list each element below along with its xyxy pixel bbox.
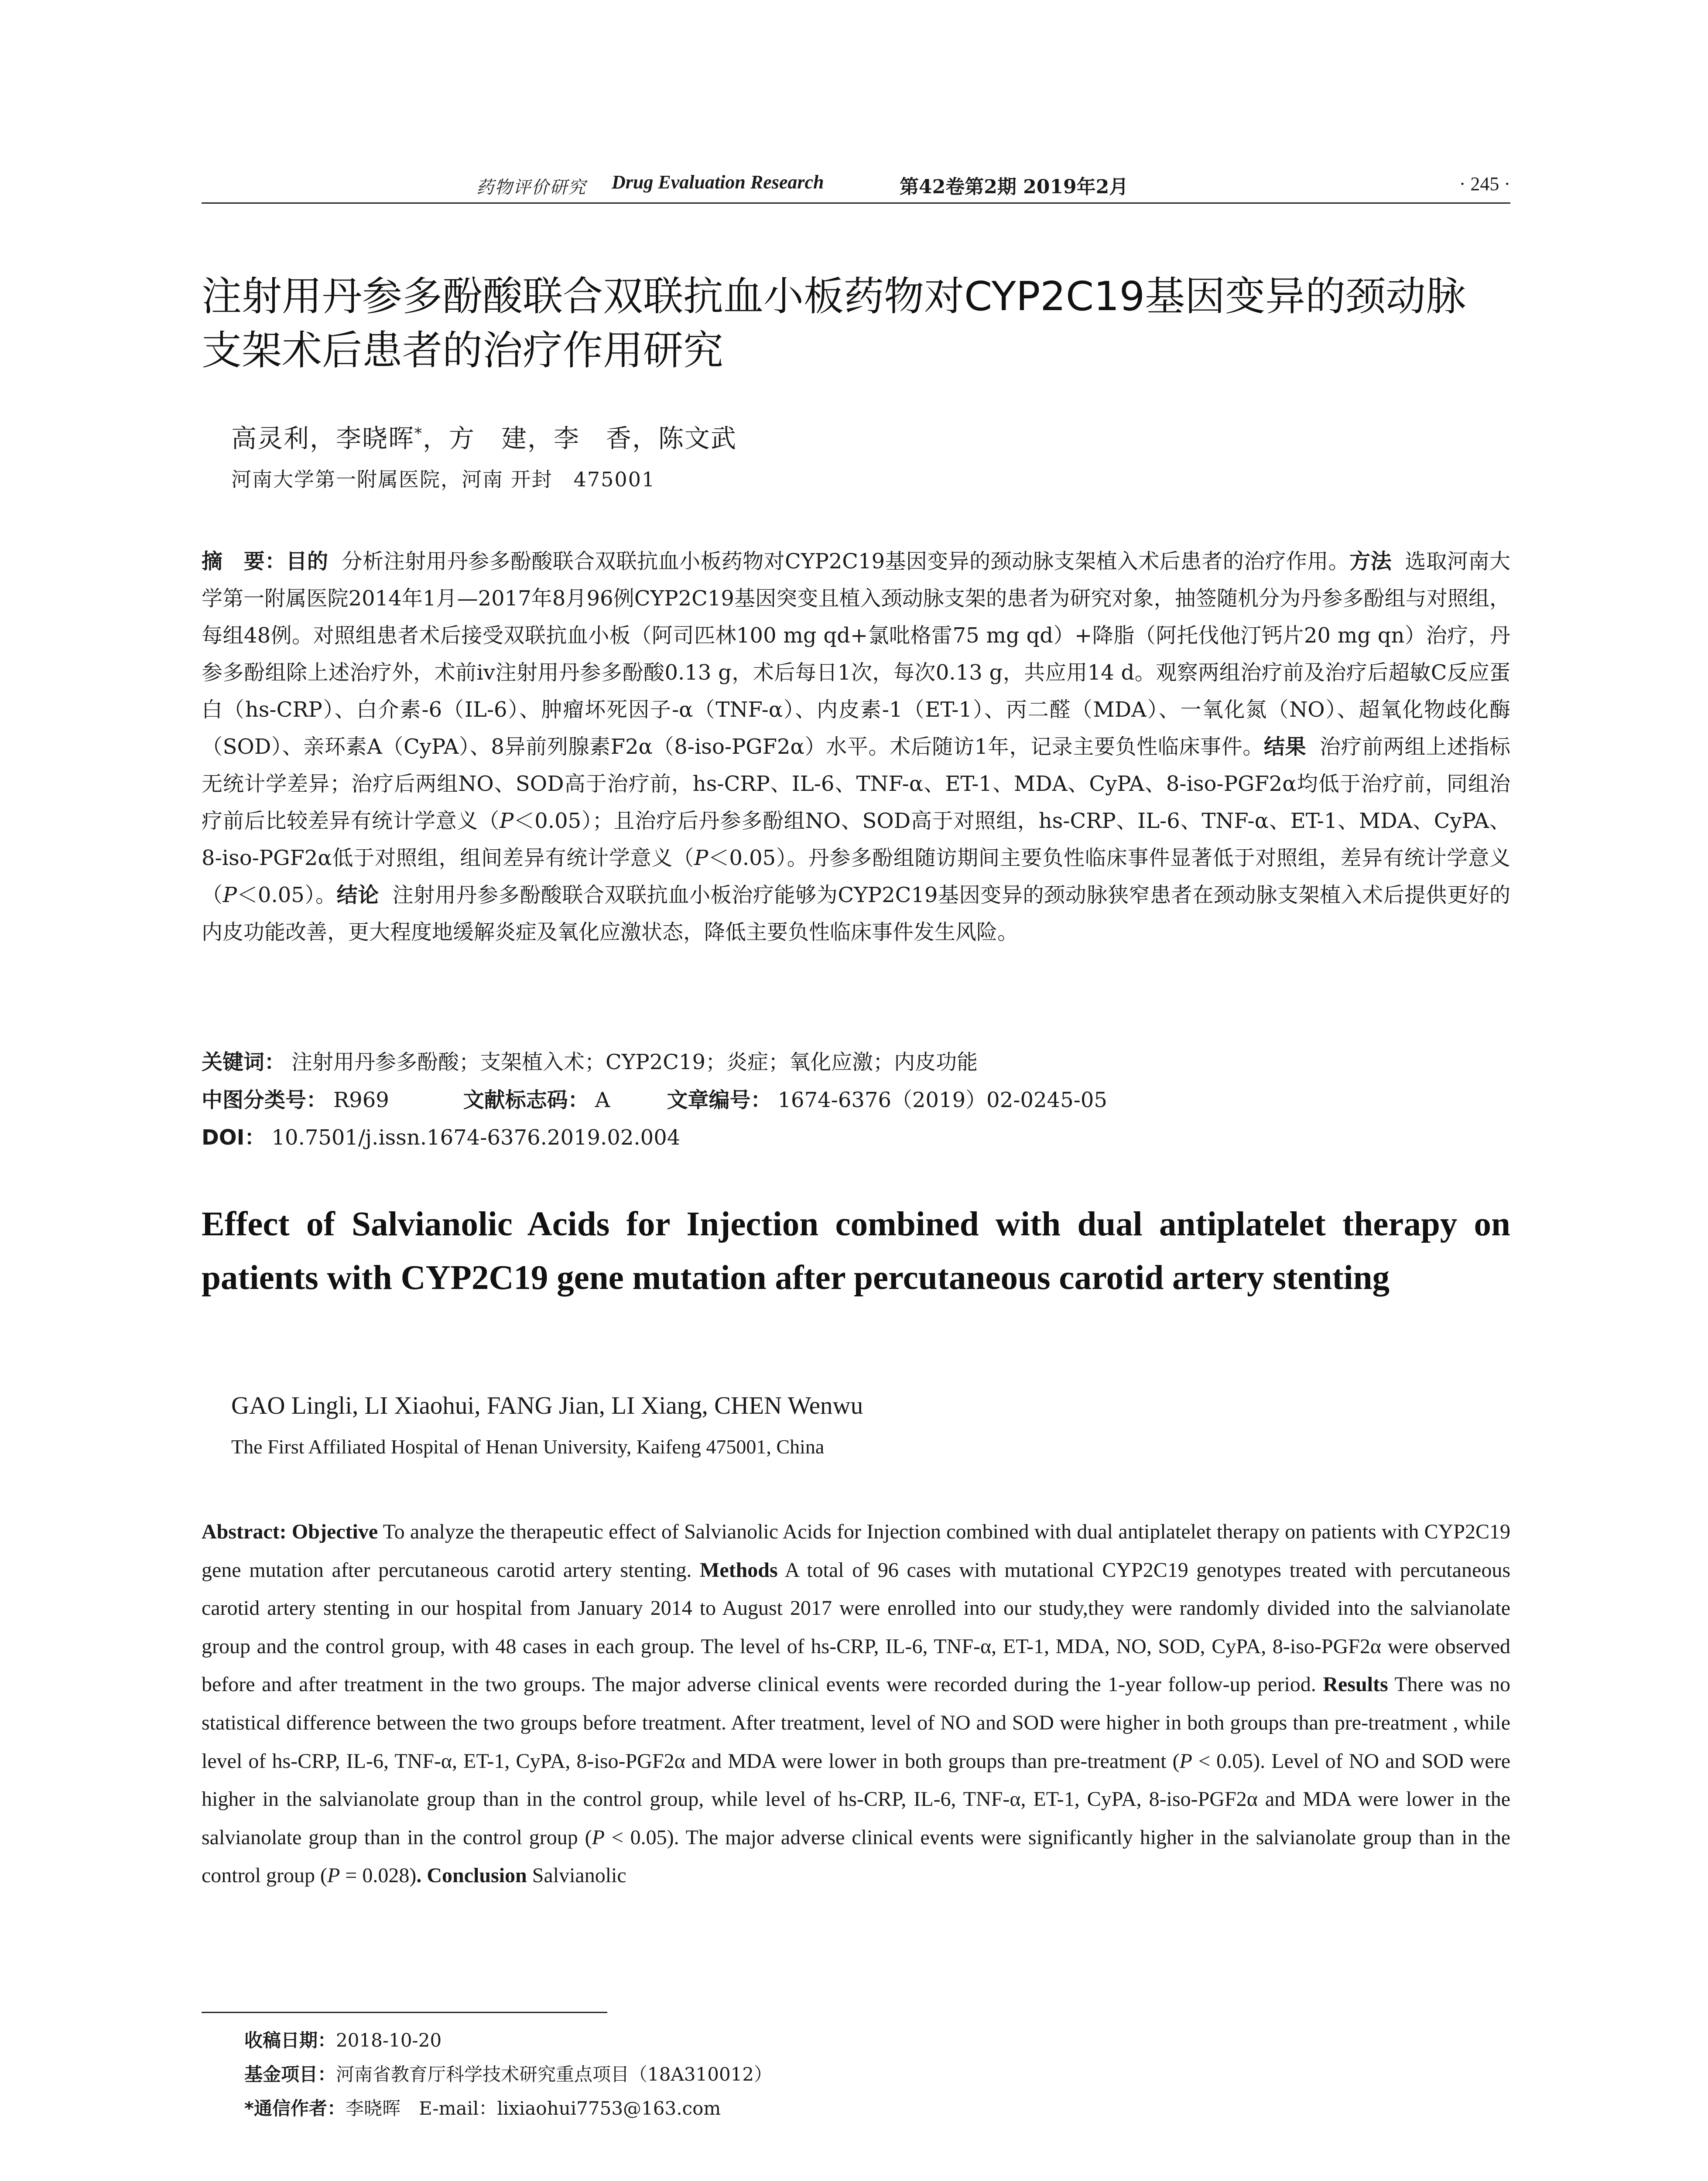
english-abstract — [202, 1513, 1510, 1895]
p-value-symbol: P — [694, 846, 709, 870]
corresponding-text: 李晓晖 E-mail：lixiaohui7753@163.com — [345, 2098, 721, 2119]
english-methods-label: Methods — [700, 1558, 778, 1582]
article-number-label: 文章编号： — [667, 1088, 772, 1112]
corresponding-mark: * — [414, 424, 423, 442]
chinese-objective-label: 目的 — [286, 549, 329, 574]
chinese-keywords — [202, 1049, 978, 1075]
english-results-label: Results — [1323, 1673, 1388, 1696]
corresponding-label: *通信作者： — [244, 2098, 346, 2119]
received-label: 收稿日期： — [244, 2030, 336, 2051]
doi-value: 10.7501/j.issn.1674-6376.2019.02.004 — [271, 1125, 681, 1150]
journal-name: Drug Evaluation Research — [612, 171, 824, 193]
footnote-divider — [202, 2012, 607, 2013]
fund-text: 河南省教育厅科学技术研究重点项目（18A310012） — [336, 2064, 773, 2085]
chinese-methods-text: 选取河南大学第一附属医院2014年1月—2017年8月96例CYP2C19基因突变且植入颈动脉支架的患者为研究对象，抽签随机分为丹参多酚组与对照组，每组48例。对照组患者术后接受双联抗血小板（阿司匹林100 mg qd+氯吡格雷75 mg qd）+降脂（阿托伐他汀钙片20 mg qn）治疗，丹参多酚组除上述治疗外，术前iv注射用丹参多酚酸0.13 g，术后每日1次，每次0.13 g，共应用14 d。观察两组治疗前及治疗后超敏C反应蛋白（hs-CRP）、白介素-6（IL-6）、肿瘤坏死因子-α（TNF-α）、内皮素-1（ET-1）、丙二醛（MDA）、一氧化氮（NO）、超氧化物歧化酶（SOD）、亲环素A（CyPA）、8异前列腺素F2α（8-iso-PGF2α）水平。术后随访1年，记录主要负性临床事件。 — [202, 549, 1510, 759]
english-period: . — [416, 1864, 422, 1887]
english-objective-text: To analyze the therapeutic effect of Salvianolic Acids for Injection combined with dual antiplatelet therapy on patients with CYP2C19 gene mutation after percutaneous carotid artery stenting. — [202, 1520, 1511, 1582]
page-number: · 245 · — [1459, 173, 1510, 195]
journal-issue: 第42卷第2期 2019年2月 — [900, 176, 1129, 198]
keywords-label: 关键词： — [202, 1050, 286, 1074]
english-results-text-1: There was no statistical difference between the two groups before treatment. After treatment, level of NO and SOD were higher in both groups than pre-treatment , while level of hs-CRP, IL-6, TNF-α, ET-1, CyPA, 8-iso-PGF2α and MDA were lower in both groups than pre-treatment ( — [202, 1673, 1510, 1773]
footnote-fund — [244, 2062, 772, 2087]
keywords-text: 注射用丹参多酚酸；支架植入术；CYP2C19；炎症；氧化应激；内皮功能 — [291, 1050, 978, 1074]
chinese-conclusion-text: 注射用丹参多酚酸联合双联抗血小板治疗能够为CYP2C19基因变异的颈动脉狭窄患者在颈动脉支架植入术后提供更好的内皮功能改善，更大程度地缓解炎症及氧化应激状态，降低主要负性临床事件发生风险。 — [202, 883, 1510, 944]
english-methods-text: A total of 96 cases with mutational CYP2C19 genotypes treated with percutaneous carotid artery stenting in our hospital from January 2014 to August 2017 were enrolled into our study,they were randomly divided into the salvianolate group and the control group, with 48 cases in each group. The level of hs-CRP, IL-6, TNF-α, ET-1, MDA, NO, SOD, CyPA, 8-iso-PGF2α were observed before and after treatment in the two groups. The major adverse clinical events were recorded during the 1-year follow-up period. — [202, 1558, 1511, 1696]
p-value-symbol: P — [222, 883, 237, 907]
chinese-results-label: 结果 — [1264, 735, 1307, 759]
doc-code-value: A — [595, 1088, 610, 1112]
chinese-methods-label: 方法 — [1349, 549, 1392, 574]
english-results-text-2: < 0.05). Level of NO and SOD were higher in the salvianolate group than in the control group, while level of hs-CRP, IL-6, TNF-α, ET-1, CyPA, 8-iso-PGF2α and MDA were lower in the salvianolate group than in the control group ( — [202, 1749, 1510, 1849]
chinese-title-line-1: 注射用丹参多酚酸联合双联抗血小板药物对CYP2C19基因变异的颈动脉 — [202, 273, 1466, 320]
class-value: R969 — [333, 1088, 389, 1112]
doc-code-label: 文献标志码： — [463, 1088, 589, 1112]
english-conclusion-text: Salvianolic — [527, 1864, 626, 1887]
article-number-value: 1674-6376（2019）02-0245-05 — [777, 1088, 1107, 1112]
english-results-text-3: < 0.05). The major adverse clinical events were significantly higher in the salvianolate group than in the control group ( — [202, 1825, 1510, 1887]
p-value-symbol: P — [500, 809, 514, 833]
footnote-received — [244, 2028, 442, 2053]
chinese-title — [202, 270, 1510, 378]
doi-label: DOI： — [202, 1125, 266, 1150]
english-abstract-label: Abstract: — [202, 1520, 287, 1543]
english-results-text-4: = 0.028) — [340, 1864, 417, 1887]
class-label: 中图分类号： — [202, 1088, 328, 1112]
doi-line — [202, 1125, 680, 1151]
chinese-authors-rest: ，方 建，李 香，陈文武 — [423, 424, 737, 453]
chinese-authors-first: 高灵利，李晓晖 — [231, 424, 415, 453]
running-header — [202, 171, 1510, 204]
chinese-results-text-1: 治疗前两组上述指标无统计学差异；治疗后两组NO、SOD高于治疗前，hs-CRP、IL-6、TNF-α、ET-1、MDA、CyPA、8-iso-PGF2α均低于治疗前，同组治疗前后比较差异有统计学意义（ — [202, 735, 1510, 833]
chinese-title-line-2: 支架术后患者的治疗作用研究 — [202, 327, 724, 374]
chinese-authors — [231, 418, 737, 455]
chinese-abstract — [202, 543, 1510, 951]
p-value-symbol: P — [592, 1825, 605, 1849]
chinese-conclusion-label: 结论 — [336, 883, 379, 907]
english-objective-label: Objective — [291, 1520, 378, 1543]
p-value-symbol: P — [327, 1864, 340, 1887]
classification-line — [202, 1087, 1107, 1113]
journal-logo: 药物评价研究 — [476, 178, 586, 198]
english-affiliation: The First Affiliated Hospital of Henan University, Kaifeng 475001, China — [231, 1436, 825, 1458]
chinese-affiliation: 河南大学第一附属医院，河南 开封 475001 — [231, 468, 656, 491]
p-value-symbol: P — [1179, 1749, 1192, 1773]
english-title: Effect of Salvianolic Acids for Injection combined with dual antiplatelet therapy on patients with CYP2C19 gene mutation after percutaneous carotid artery stenting — [202, 1205, 1510, 1297]
received-date: 2018-10-20 — [336, 2030, 442, 2051]
chinese-results-text-2: ＜0.05）；且治疗后丹参多酚组NO、SOD高于对照组，hs-CRP、IL-6、TNF-α、ET-1、MDA、CyPA、8-iso-PGF2α低于对照组，组间差异有统计学意义（ — [202, 809, 1510, 870]
footnote-corresponding — [244, 2096, 721, 2121]
fund-label: 基金项目： — [244, 2064, 336, 2085]
chinese-objective-text: 分析注射用丹参多酚酸联合双联抗血小板药物对CYP2C19基因变异的颈动脉支架植入术后患者的治疗作用。 — [341, 549, 1350, 574]
chinese-abstract-label: 摘 要： — [202, 549, 286, 574]
chinese-results-text-4: ＜0.05）。 — [236, 883, 337, 907]
english-conclusion-label: Conclusion — [421, 1864, 527, 1887]
english-authors: GAO Lingli, LI Xiaohui, FANG Jian, LI Xiang, CHEN Wenwu — [231, 1392, 863, 1419]
chinese-results-text-3: ＜0.05）。丹参多酚组随访期间主要负性临床事件显著低于对照组，差异有统计学意义（ — [202, 846, 1510, 907]
